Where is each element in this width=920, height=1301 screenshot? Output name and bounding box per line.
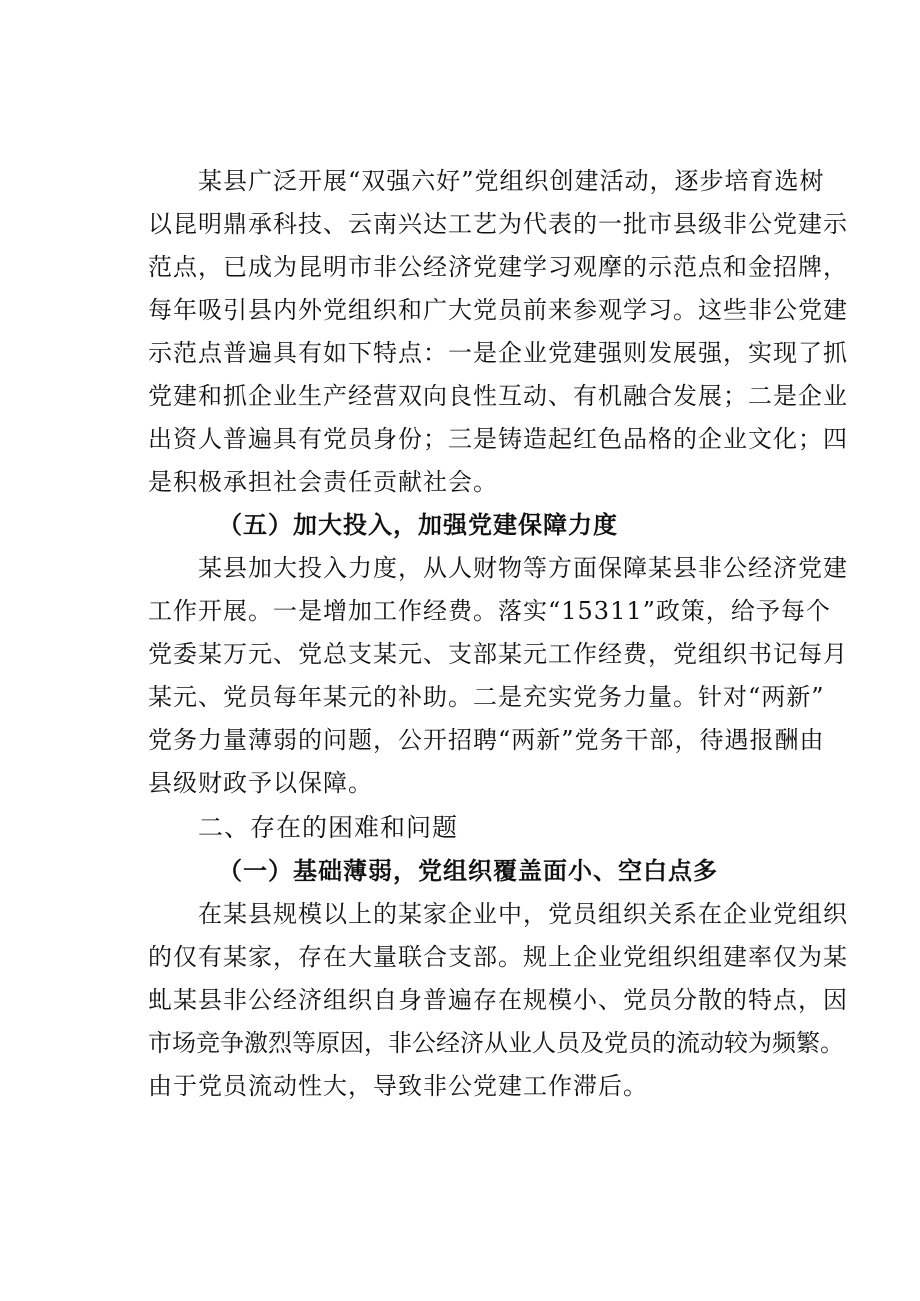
section-heading: （五）加大投入，加强党建保障力度 xyxy=(218,510,618,539)
chapter-heading: 二、存在的困难和问题 xyxy=(198,813,459,842)
paragraph-line: 范点，已成为昆明市非公经济党建学习观摩的示范点和金招牌， xyxy=(148,253,848,281)
paragraph-line: 某县加大投入力度，从人财物等方面保障某县非公经济党建 xyxy=(198,554,848,582)
paragraph-line: 每年吸引县内外党组织和广大党员前来参观学习。这些非公党建 xyxy=(148,296,848,324)
paragraph-line: 某县广泛开展“双强六好”党组织创建活动，逐步培育选树 xyxy=(198,167,825,195)
paragraph-line: 的仅有某家，存在大量联合支部。规上企业党组织组建率仅为某 xyxy=(148,943,848,971)
paragraph-line: 是积极承担社会责任贡献社会。 xyxy=(148,468,498,496)
paragraph-line: 工作开展。一是增加工作经费。落实“15311”政策，给予每个 xyxy=(148,597,831,625)
paragraph-line: 县级财政予以保障。 xyxy=(148,769,373,797)
paragraph-line: 虬某县非公经济组织自身普遍存在规模小、党员分散的特点，因 xyxy=(148,986,848,1014)
paragraph-line: 出资人普遍具有党员身份；三是铸造起红色品格的企业文化；四 xyxy=(148,425,848,453)
paragraph-line: 某元、党员每年某元的补助。二是充实党务力量。针对“两新” xyxy=(148,683,825,711)
paragraph-line: 在某县规模以上的某家企业中，党员组织关系在企业党组织 xyxy=(198,900,848,928)
paragraph-line: 以昆明鼎承科技、云南兴达工艺为代表的一批市县级非公党建示 xyxy=(148,210,848,238)
paragraph-line: 党务力量薄弱的问题，公开招聘“两新”党务干部，待遇报酬由 xyxy=(148,726,825,754)
paragraph-line: 示范点普遍具有如下特点：一是企业党建强则发展强，实现了抓 xyxy=(148,339,848,367)
paragraph-line: 市场竞争激烈等原因，非公经济从业人员及党员的流动较为频繁。 xyxy=(148,1029,844,1057)
paragraph-line: 党委某万元、党总支某元、支部某元工作经费，党组织书记每月 xyxy=(148,640,848,668)
paragraph-line: 党建和抓企业生产经营双向良性互动、有机融合发展；二是企业 xyxy=(148,382,848,410)
paragraph-line: 由于党员流动性大，导致非公党建工作滞后。 xyxy=(148,1072,648,1100)
section-heading: （一）基础薄弱，党组织覆盖面小、空白点多 xyxy=(218,856,718,885)
